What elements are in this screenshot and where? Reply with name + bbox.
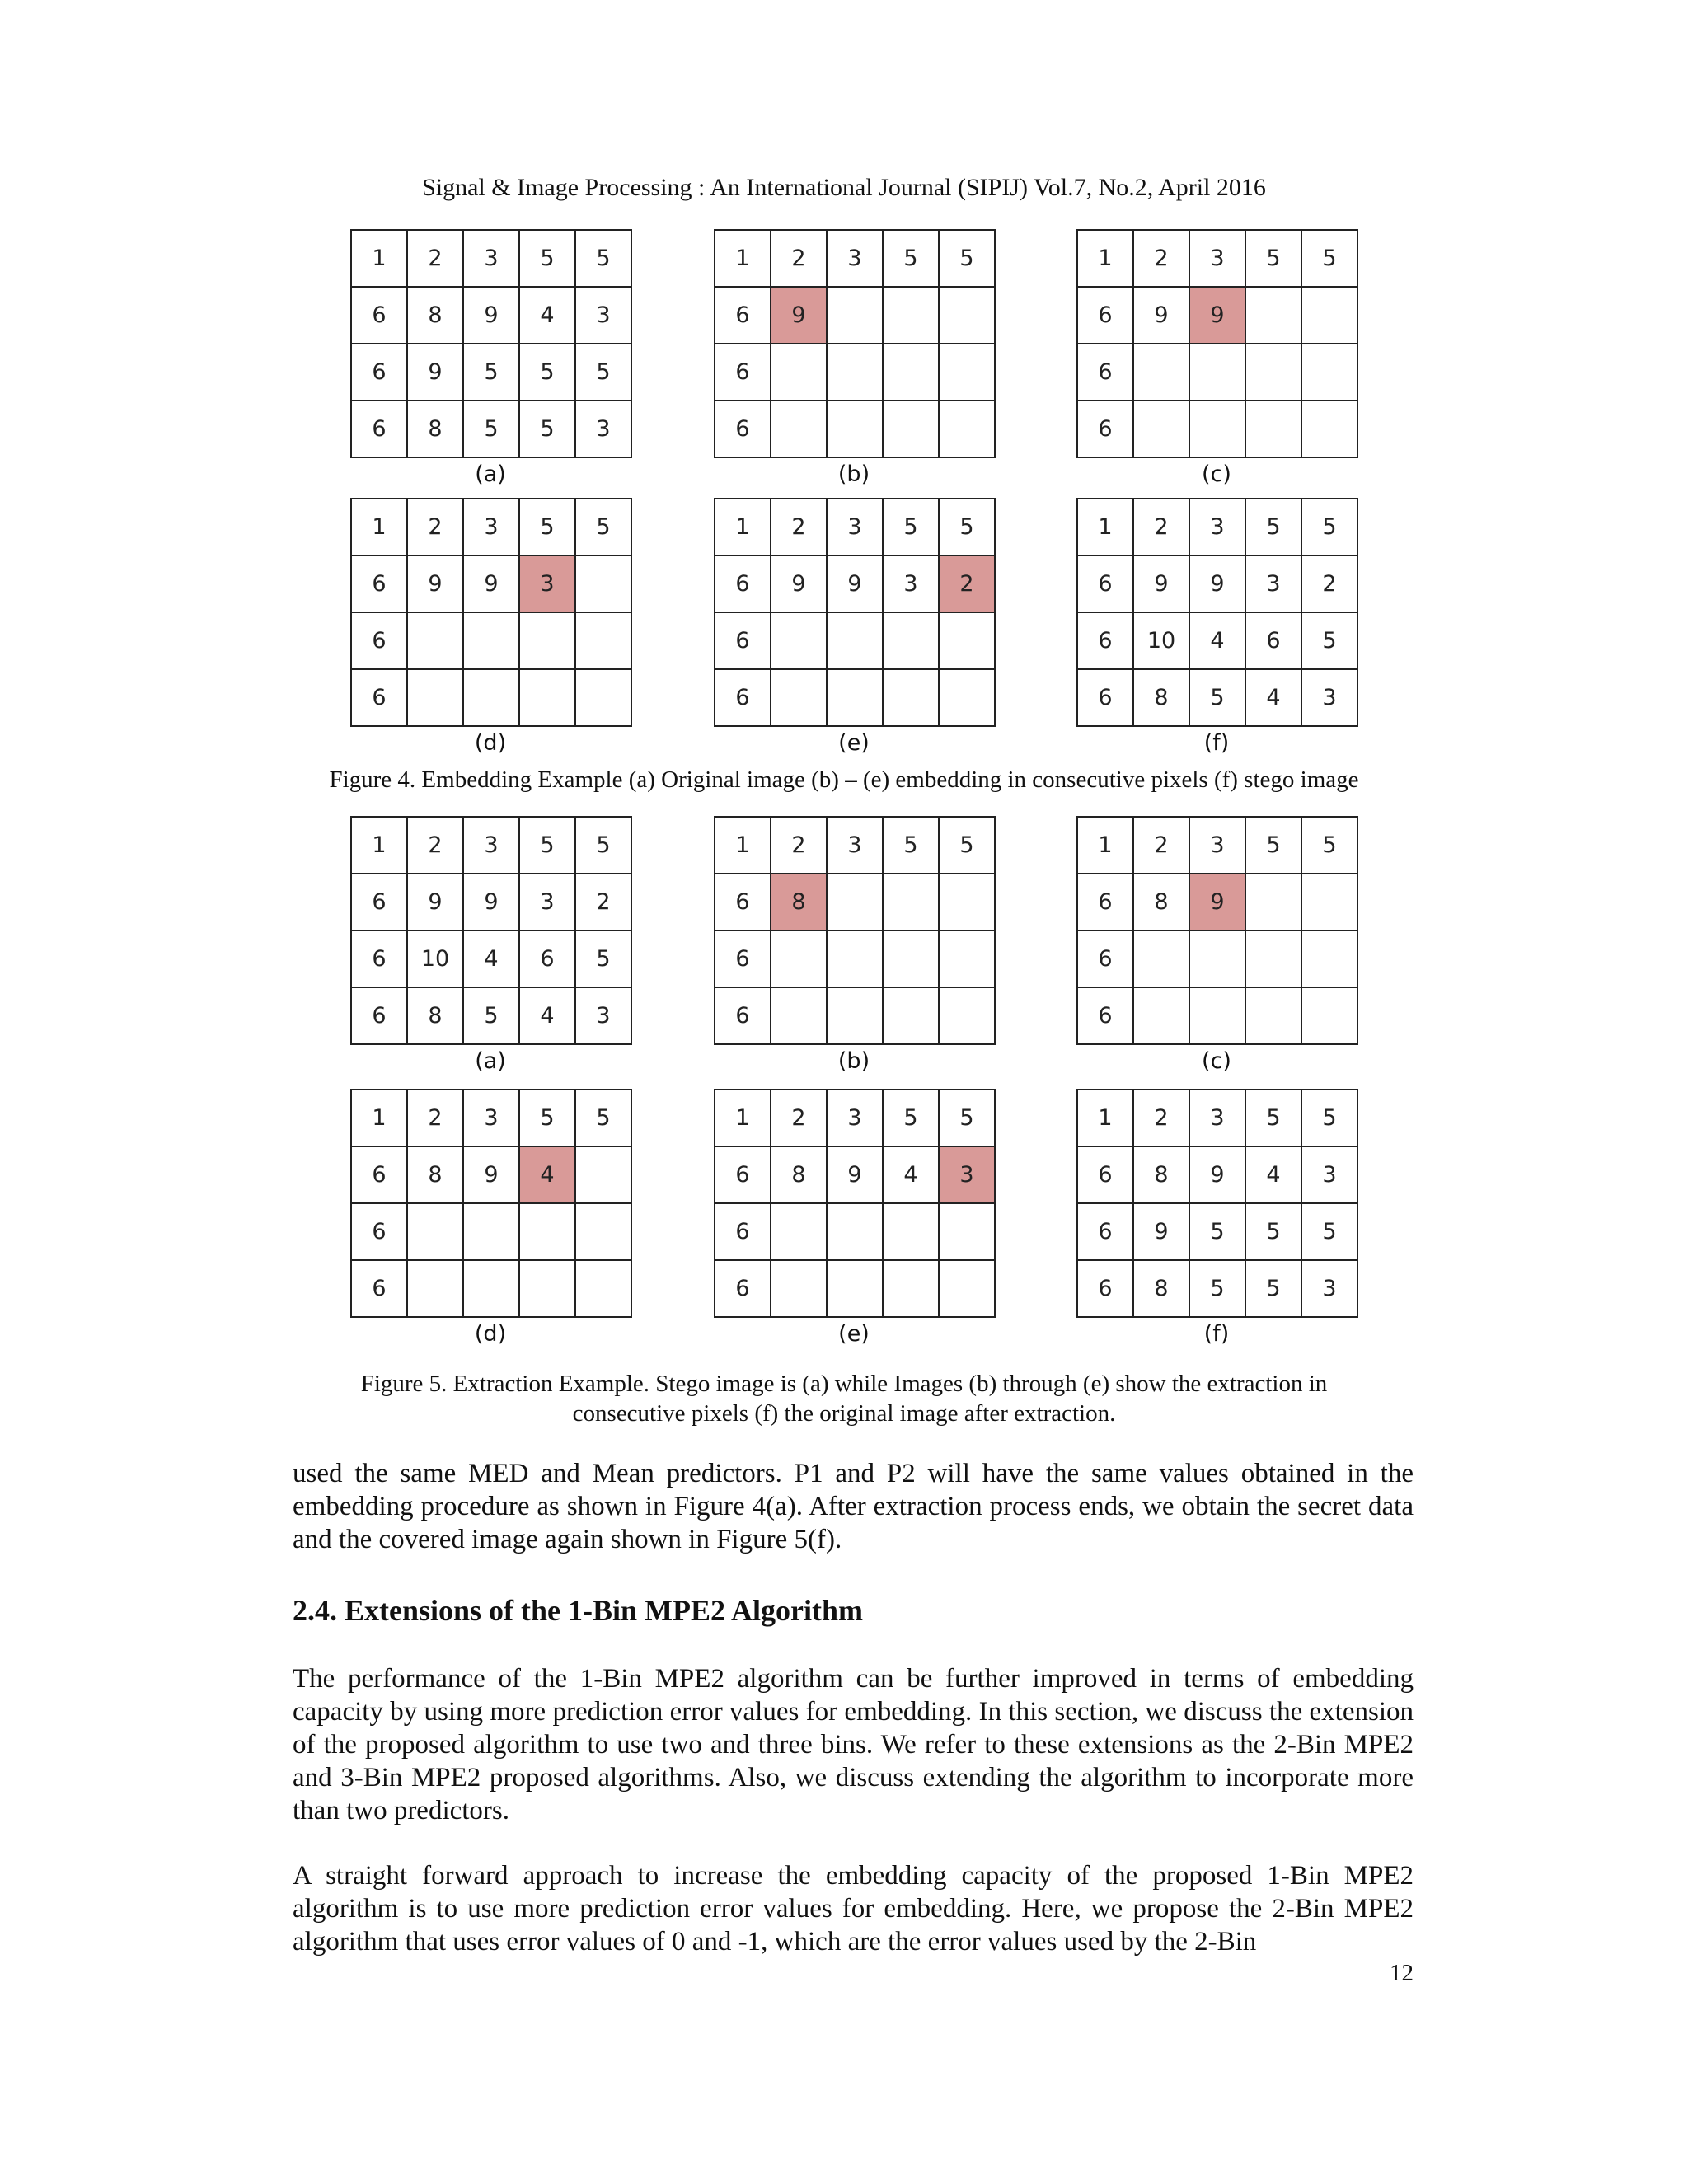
pixel-cell <box>1246 401 1302 458</box>
pixel-cell: 6 <box>1078 344 1134 401</box>
pixel-cell: 4 <box>520 988 576 1045</box>
pixel-cell: 9 <box>1190 556 1246 613</box>
section-heading: 2.4. Extensions of the 1-Bin MPE2 Algorithm <box>293 1594 864 1627</box>
pixel-cell: 3 <box>576 988 632 1045</box>
pixel-cell <box>884 1261 940 1318</box>
pixel-cell: 4 <box>1190 613 1246 670</box>
pixel-cell: 3 <box>1302 1147 1358 1204</box>
pixel-cell <box>940 401 996 458</box>
highlighted-pixel-cell: 9 <box>1190 874 1246 931</box>
pixel-cell: 8 <box>771 1147 828 1204</box>
pixel-cell: 5 <box>1246 1261 1302 1318</box>
pixel-cell: 1 <box>715 1090 771 1147</box>
figure-5-row-2 <box>0 1089 1688 1357</box>
pixel-cell: 6 <box>1246 613 1302 670</box>
pixel-cell: 6 <box>352 1147 408 1204</box>
pixel-cell <box>884 613 940 670</box>
pixel-cell <box>576 1204 632 1261</box>
pixel-cell: 3 <box>576 401 632 458</box>
pixel-cell: 5 <box>576 344 632 401</box>
pixel-cell <box>884 988 940 1045</box>
pixel-cell: 1 <box>715 499 771 556</box>
pixel-cell: 5 <box>940 818 996 874</box>
running-header: Signal & Image Processing : An International Journal (SIPIJ) Vol.7, No.2, April 2016 <box>422 174 1266 201</box>
pixel-cell <box>828 1204 884 1261</box>
pixel-cell: 5 <box>576 231 632 288</box>
figure-5-caption <box>272 1369 1416 1428</box>
pixel-cell: 6 <box>352 613 408 670</box>
pixel-cell: 6 <box>1078 1261 1134 1318</box>
pixel-grid <box>714 816 996 1045</box>
highlighted-pixel-cell: 3 <box>940 1147 996 1204</box>
pixel-cell <box>576 1261 632 1318</box>
highlighted-pixel-cell: 4 <box>520 1147 576 1204</box>
pixel-cell <box>1246 874 1302 931</box>
figure-5-panel-e <box>714 1089 994 1349</box>
pixel-cell: 1 <box>715 818 771 874</box>
pixel-cell: 5 <box>1246 818 1302 874</box>
pixel-cell <box>940 1261 996 1318</box>
figure-5-row-1 <box>0 816 1688 1084</box>
pixel-cell: 6 <box>352 670 408 727</box>
pixel-cell: 6 <box>352 988 408 1045</box>
pixel-cell <box>576 1147 632 1204</box>
pixel-cell: 2 <box>1302 556 1358 613</box>
pixel-cell: 6 <box>1078 556 1134 613</box>
panel-label: (b) <box>837 1048 870 1074</box>
pixel-cell <box>1246 988 1302 1045</box>
pixel-cell: 3 <box>1246 556 1302 613</box>
pixel-cell: 6 <box>1078 401 1134 458</box>
pixel-cell <box>884 874 940 931</box>
panel-label: (c) <box>1202 462 1231 487</box>
pixel-cell: 1 <box>352 499 408 556</box>
pixel-cell: 5 <box>1302 1204 1358 1261</box>
pixel-cell <box>828 344 884 401</box>
pixel-cell: 9 <box>464 556 520 613</box>
pixel-cell <box>408 1261 464 1318</box>
panel-label: (a) <box>475 1048 506 1074</box>
pixel-cell <box>1134 344 1190 401</box>
pixel-cell: 2 <box>771 499 828 556</box>
figure-4-panel-b <box>714 229 994 490</box>
figure-5-panel-a <box>350 816 631 1076</box>
pixel-cell: 2 <box>1134 231 1190 288</box>
pixel-cell <box>884 670 940 727</box>
panel-label: (d) <box>474 730 507 756</box>
pixel-grid <box>714 1089 996 1318</box>
panel-label: (b) <box>837 462 870 487</box>
panel-label: (c) <box>1202 1048 1231 1074</box>
pixel-cell <box>408 613 464 670</box>
pixel-cell <box>828 288 884 344</box>
pixel-cell: 2 <box>408 231 464 288</box>
pixel-cell <box>828 1261 884 1318</box>
pixel-cell: 10 <box>408 931 464 988</box>
pixel-cell: 9 <box>408 556 464 613</box>
pixel-cell: 9 <box>828 1147 884 1204</box>
pixel-cell <box>828 988 884 1045</box>
pixel-cell: 5 <box>1302 1090 1358 1147</box>
pixel-cell: 3 <box>464 499 520 556</box>
pixel-cell <box>884 401 940 458</box>
pixel-cell <box>1134 401 1190 458</box>
pixel-cell: 6 <box>715 288 771 344</box>
pixel-cell: 5 <box>520 499 576 556</box>
pixel-grid <box>1076 816 1358 1045</box>
pixel-cell <box>464 670 520 727</box>
pixel-cell: 1 <box>1078 818 1134 874</box>
pixel-cell <box>1190 344 1246 401</box>
pixel-cell: 1 <box>715 231 771 288</box>
pixel-cell: 5 <box>884 818 940 874</box>
pixel-cell: 5 <box>940 499 996 556</box>
pixel-cell: 9 <box>464 874 520 931</box>
pixel-cell: 5 <box>1302 613 1358 670</box>
pixel-cell: 3 <box>464 1090 520 1147</box>
pixel-cell: 1 <box>352 1090 408 1147</box>
pixel-cell: 6 <box>352 1261 408 1318</box>
pixel-cell: 4 <box>1246 670 1302 727</box>
highlighted-pixel-cell: 8 <box>771 874 828 931</box>
pixel-cell <box>1246 931 1302 988</box>
pixel-grid <box>1076 1089 1358 1318</box>
pixel-cell <box>884 344 940 401</box>
pixel-cell: 3 <box>520 874 576 931</box>
pixel-cell: 5 <box>1246 1090 1302 1147</box>
pixel-cell: 6 <box>715 401 771 458</box>
pixel-cell: 3 <box>464 231 520 288</box>
pixel-cell <box>828 931 884 988</box>
pixel-cell: 5 <box>1246 499 1302 556</box>
pixel-cell: 6 <box>352 874 408 931</box>
pixel-cell: 5 <box>520 344 576 401</box>
pixel-cell <box>408 670 464 727</box>
pixel-grid <box>350 816 632 1045</box>
pixel-cell: 3 <box>1302 1261 1358 1318</box>
pixel-cell: 5 <box>576 931 632 988</box>
panel-label: (f) <box>1203 1321 1230 1347</box>
pixel-cell <box>940 613 996 670</box>
pixel-cell: 8 <box>1134 1261 1190 1318</box>
pixel-cell: 5 <box>464 988 520 1045</box>
pixel-cell: 2 <box>576 874 632 931</box>
pixel-cell: 3 <box>576 288 632 344</box>
pixel-cell <box>1302 344 1358 401</box>
pixel-cell <box>771 401 828 458</box>
pixel-cell: 5 <box>884 1090 940 1147</box>
pixel-cell <box>520 1204 576 1261</box>
pixel-cell: 6 <box>1078 988 1134 1045</box>
pixel-cell <box>884 1204 940 1261</box>
pixel-cell <box>828 670 884 727</box>
pixel-cell: 5 <box>1246 1204 1302 1261</box>
pixel-cell <box>828 874 884 931</box>
pixel-cell: 6 <box>715 1204 771 1261</box>
pixel-cell: 5 <box>1190 1261 1246 1318</box>
pixel-cell: 1 <box>1078 231 1134 288</box>
pixel-cell <box>576 613 632 670</box>
pixel-cell: 2 <box>771 1090 828 1147</box>
panel-label: (a) <box>475 462 506 487</box>
pixel-cell <box>771 931 828 988</box>
pixel-cell <box>1134 931 1190 988</box>
pixel-cell: 3 <box>1190 231 1246 288</box>
pixel-cell: 5 <box>940 231 996 288</box>
pixel-cell: 6 <box>1078 288 1134 344</box>
pixel-cell: 2 <box>408 1090 464 1147</box>
pixel-cell: 9 <box>828 556 884 613</box>
pixel-cell: 3 <box>828 499 884 556</box>
pixel-grid <box>350 498 632 727</box>
pixel-cell: 5 <box>940 1090 996 1147</box>
pixel-cell <box>1302 988 1358 1045</box>
pixel-cell: 3 <box>884 556 940 613</box>
pixel-cell: 6 <box>1078 670 1134 727</box>
pixel-cell <box>828 401 884 458</box>
pixel-cell: 9 <box>408 344 464 401</box>
figure-5-panel-c <box>1076 816 1357 1076</box>
pixel-cell: 6 <box>352 344 408 401</box>
pixel-cell <box>828 613 884 670</box>
panel-label: (e) <box>838 730 870 756</box>
pixel-cell: 9 <box>771 556 828 613</box>
pixel-cell <box>771 1261 828 1318</box>
pixel-cell: 6 <box>715 931 771 988</box>
pixel-cell: 10 <box>1134 613 1190 670</box>
pixel-cell <box>940 931 996 988</box>
pixel-cell: 5 <box>520 231 576 288</box>
pixel-cell: 6 <box>715 670 771 727</box>
pixel-cell <box>884 288 940 344</box>
pixel-cell <box>771 344 828 401</box>
pixel-cell <box>1302 288 1358 344</box>
pixel-cell: 5 <box>884 499 940 556</box>
pixel-cell: 5 <box>1302 231 1358 288</box>
pixel-cell <box>1246 288 1302 344</box>
pixel-cell <box>940 288 996 344</box>
pixel-cell: 3 <box>1190 499 1246 556</box>
pixel-cell: 5 <box>464 344 520 401</box>
pixel-cell: 4 <box>1246 1147 1302 1204</box>
pixel-cell: 5 <box>520 401 576 458</box>
pixel-cell <box>771 988 828 1045</box>
pixel-grid <box>1076 229 1358 458</box>
pixel-cell: 2 <box>1134 499 1190 556</box>
figure-4-panel-f <box>1076 498 1357 758</box>
pixel-cell: 3 <box>828 1090 884 1147</box>
pixel-cell <box>464 613 520 670</box>
pixel-cell <box>771 1204 828 1261</box>
pixel-cell: 5 <box>1190 670 1246 727</box>
pixel-cell: 4 <box>464 931 520 988</box>
pixel-cell: 8 <box>408 1147 464 1204</box>
highlighted-pixel-cell: 2 <box>940 556 996 613</box>
paragraph-2: The performance of the 1-Bin MPE2 algorithm can be further improved in terms of embedding capacity by using more prediction error values for embedding. In this section, we discuss the extension of the proposed algorithm to use two and three bins. We refer to these extensions as the 2-Bin MPE2 and 3-Bin MPE2 proposed algorithms. Also, we discuss extending the algorithm to incorporate more than two predictors. <box>293 1664 1414 1825</box>
pixel-cell <box>464 1261 520 1318</box>
pixel-cell: 8 <box>408 288 464 344</box>
figure-4-caption: Figure 4. Embedding Example (a) Original image (b) – (e) embedding in consecutive pixels (f) stego image <box>329 766 1359 793</box>
pixel-cell: 6 <box>520 931 576 988</box>
pixel-cell: 6 <box>715 556 771 613</box>
pixel-cell: 8 <box>1134 670 1190 727</box>
pixel-cell <box>1190 401 1246 458</box>
pixel-cell: 1 <box>352 818 408 874</box>
pixel-grid <box>350 229 632 458</box>
pixel-grid <box>1076 498 1358 727</box>
pixel-cell: 5 <box>576 499 632 556</box>
pixel-cell: 6 <box>715 613 771 670</box>
pixel-cell <box>1302 931 1358 988</box>
pixel-cell <box>576 556 632 613</box>
figure-4-row-2 <box>0 498 1688 766</box>
pixel-cell: 5 <box>576 818 632 874</box>
pixel-cell: 6 <box>715 988 771 1045</box>
pixel-cell: 6 <box>715 874 771 931</box>
pixel-cell: 9 <box>464 288 520 344</box>
pixel-cell: 9 <box>408 874 464 931</box>
pixel-cell: 2 <box>408 818 464 874</box>
pixel-cell: 5 <box>576 1090 632 1147</box>
pixel-cell <box>940 988 996 1045</box>
pixel-cell <box>771 613 828 670</box>
pixel-cell: 1 <box>1078 499 1134 556</box>
pixel-cell <box>1190 931 1246 988</box>
figure-5-caption-line-2: consecutive pixels (f) the original image after extraction. <box>572 1400 1116 1427</box>
figure-5-panel-f <box>1076 1089 1357 1349</box>
figure-5-caption-line-1: Figure 5. Extraction Example. Stego image is (a) while Images (b) through (e) show the extraction in <box>360 1371 1328 1397</box>
pixel-cell: 3 <box>828 231 884 288</box>
pixel-cell: 6 <box>352 288 408 344</box>
pixel-cell: 8 <box>408 988 464 1045</box>
pixel-cell: 1 <box>352 231 408 288</box>
pixel-cell: 3 <box>464 818 520 874</box>
pixel-cell: 5 <box>884 231 940 288</box>
pixel-cell <box>1134 988 1190 1045</box>
figure-5-panel-d <box>350 1089 631 1349</box>
pixel-cell <box>1246 344 1302 401</box>
figure-5-panel-b <box>714 816 994 1076</box>
pixel-cell <box>520 613 576 670</box>
panel-label: (d) <box>474 1321 507 1347</box>
pixel-cell <box>771 670 828 727</box>
pixel-cell <box>940 344 996 401</box>
pixel-cell: 6 <box>1078 931 1134 988</box>
figure-4-panel-d <box>350 498 631 758</box>
pixel-cell: 9 <box>464 1147 520 1204</box>
pixel-cell: 9 <box>1134 288 1190 344</box>
pixel-cell <box>464 1204 520 1261</box>
pixel-cell <box>1302 874 1358 931</box>
pixel-cell: 6 <box>1078 613 1134 670</box>
pixel-cell: 8 <box>1134 1147 1190 1204</box>
pixel-cell: 5 <box>464 401 520 458</box>
pixel-cell <box>884 931 940 988</box>
panel-label: (e) <box>838 1321 870 1347</box>
pixel-grid <box>714 229 996 458</box>
pixel-cell: 4 <box>520 288 576 344</box>
highlighted-pixel-cell: 3 <box>520 556 576 613</box>
pixel-grid <box>714 498 996 727</box>
pixel-cell: 6 <box>352 401 408 458</box>
paragraph-1: used the same MED and Mean predictors. P1 and P2 will have the same values obtained in the embedding procedure as shown in Figure 4(a). After extraction process ends, we obtain the secret data and the covered image again shown in Figure 5(f). <box>293 1459 1414 1554</box>
pixel-cell: 2 <box>1134 1090 1190 1147</box>
pixel-cell: 6 <box>1078 1204 1134 1261</box>
pixel-cell: 8 <box>408 401 464 458</box>
figure-4-row-1 <box>0 229 1688 497</box>
pixel-cell: 3 <box>1190 1090 1246 1147</box>
figure-4-panel-c <box>1076 229 1357 490</box>
pixel-grid <box>350 1089 632 1318</box>
pixel-cell: 5 <box>1302 818 1358 874</box>
pixel-cell: 2 <box>771 231 828 288</box>
pixel-cell <box>1302 401 1358 458</box>
pixel-cell: 3 <box>1190 818 1246 874</box>
panel-label: (f) <box>1203 730 1230 756</box>
pixel-cell: 2 <box>408 499 464 556</box>
paragraph-3: A straight forward approach to increase the embedding capacity of the proposed 1-Bin MPE2 algorithm is to use more prediction error values for embedding. Here, we propose the 2-Bin MPE2 algorithm that uses error values of 0 and -1, which are the error values used by the 2-Bin <box>293 1861 1414 1957</box>
pixel-cell: 9 <box>1190 1147 1246 1204</box>
pixel-cell: 5 <box>1190 1204 1246 1261</box>
pixel-cell <box>520 1261 576 1318</box>
pixel-cell: 2 <box>1134 818 1190 874</box>
highlighted-pixel-cell: 9 <box>771 288 828 344</box>
pixel-cell: 1 <box>1078 1090 1134 1147</box>
highlighted-pixel-cell: 9 <box>1190 288 1246 344</box>
pixel-cell: 2 <box>771 818 828 874</box>
pixel-cell: 6 <box>352 556 408 613</box>
figure-4-panel-e <box>714 498 994 758</box>
pixel-cell: 3 <box>828 818 884 874</box>
pixel-cell: 9 <box>1134 556 1190 613</box>
pixel-cell: 6 <box>352 931 408 988</box>
pixel-cell: 5 <box>1302 499 1358 556</box>
pixel-cell <box>940 670 996 727</box>
pixel-cell: 6 <box>715 1147 771 1204</box>
pixel-cell <box>408 1204 464 1261</box>
pixel-cell <box>576 670 632 727</box>
pixel-cell: 5 <box>1246 231 1302 288</box>
pixel-cell: 5 <box>520 1090 576 1147</box>
pixel-cell: 3 <box>1302 670 1358 727</box>
pixel-cell: 6 <box>1078 1147 1134 1204</box>
pixel-cell: 8 <box>1134 874 1190 931</box>
pixel-cell: 6 <box>715 344 771 401</box>
pixel-cell: 6 <box>715 1261 771 1318</box>
page-number: 12 <box>1390 1960 1414 1986</box>
pixel-cell: 9 <box>1134 1204 1190 1261</box>
pixel-cell <box>940 874 996 931</box>
pixel-cell: 4 <box>884 1147 940 1204</box>
figure-4-panel-a <box>350 229 631 490</box>
pixel-cell <box>1190 988 1246 1045</box>
pixel-cell: 6 <box>1078 874 1134 931</box>
pixel-cell: 5 <box>520 818 576 874</box>
pixel-cell <box>940 1204 996 1261</box>
pixel-cell: 6 <box>352 1204 408 1261</box>
pixel-cell <box>520 670 576 727</box>
